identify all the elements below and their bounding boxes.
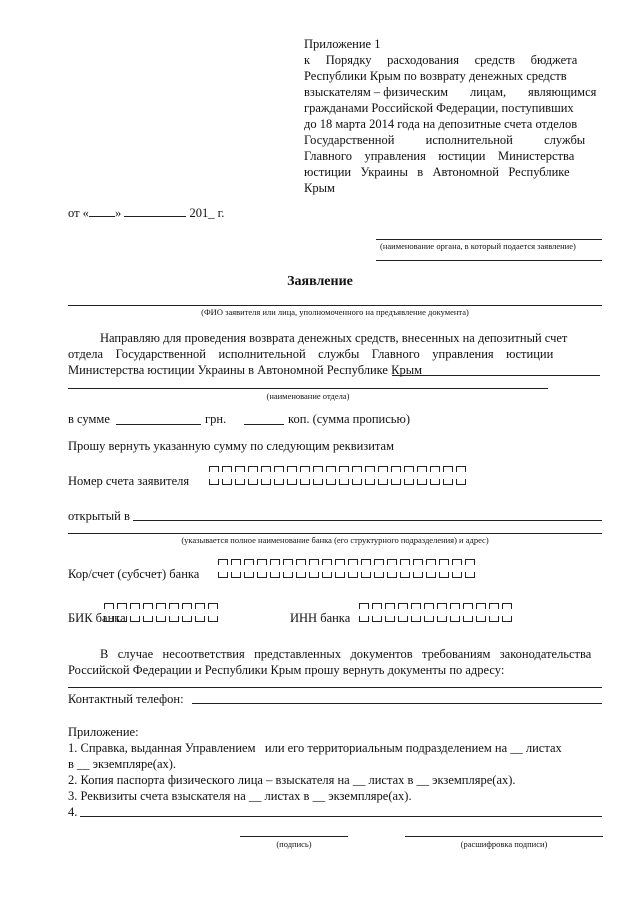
digit-box[interactable] <box>270 559 280 565</box>
digit-box[interactable] <box>322 572 332 578</box>
digit-box[interactable] <box>476 616 486 622</box>
attachment-4-line[interactable] <box>80 816 602 817</box>
digit-box[interactable] <box>130 603 140 609</box>
digit-box[interactable] <box>283 559 293 565</box>
attachment-4: 4. <box>68 805 78 819</box>
digit-box[interactable] <box>443 466 453 472</box>
appendix-line: гражданами Российской Федерации, поступивших <box>304 101 574 115</box>
date-mid: » <box>114 206 125 220</box>
fio-caption: (ФИО заявителя или лица, уполномоченного на предъявление документа) <box>201 307 469 317</box>
digit-box[interactable] <box>387 559 397 565</box>
digit-box[interactable] <box>313 479 323 485</box>
digit-box[interactable] <box>143 603 153 609</box>
corr-boxes[interactable] <box>218 559 475 578</box>
digit-box[interactable] <box>287 466 297 472</box>
sum-kop-field[interactable] <box>244 424 284 425</box>
signature-line[interactable] <box>240 836 348 837</box>
digit-box[interactable] <box>385 616 395 622</box>
digit-box[interactable] <box>417 479 427 485</box>
organ-caption: (наименование органа, в который подается заявление) <box>380 241 576 251</box>
digit-box[interactable] <box>248 466 258 472</box>
appendix-line: Крым <box>304 181 335 195</box>
decoding-caption: (расшифровка подписи) <box>460 839 548 849</box>
digit-box[interactable] <box>465 572 475 578</box>
digit-box[interactable] <box>287 479 297 485</box>
appendix-line: Главного управления юстиции Министерства <box>304 149 575 163</box>
attachments-title: Приложение: <box>68 725 139 739</box>
corr-label: Кор/счет (субсчет) банка <box>68 567 200 581</box>
mismatch-line-2: Российской Федерации и Республики Крым прошу вернуть документы по адресу: <box>68 663 505 677</box>
digit-box[interactable] <box>365 466 375 472</box>
digit-box[interactable] <box>476 603 486 609</box>
fio-line[interactable] <box>68 305 602 306</box>
digit-box[interactable] <box>387 572 397 578</box>
digit-box[interactable] <box>443 479 453 485</box>
digit-box[interactable] <box>169 603 179 609</box>
digit-box[interactable] <box>104 603 114 609</box>
digit-box[interactable] <box>209 479 219 485</box>
digit-box[interactable] <box>257 559 267 565</box>
digit-box[interactable] <box>182 616 192 622</box>
digit-box[interactable] <box>218 572 228 578</box>
dept-caption: (наименование отдела) <box>266 391 350 401</box>
digit-box[interactable] <box>450 603 460 609</box>
bik-boxes[interactable] <box>104 603 218 622</box>
dept-line[interactable] <box>68 388 548 389</box>
digit-box[interactable] <box>385 603 395 609</box>
digit-box[interactable] <box>283 572 293 578</box>
digit-box[interactable] <box>208 616 218 622</box>
appendix-title: Приложение 1 <box>304 37 381 51</box>
digit-box[interactable] <box>359 603 369 609</box>
digit-box[interactable] <box>326 466 336 472</box>
digit-box[interactable] <box>339 466 349 472</box>
digit-box[interactable] <box>361 559 371 565</box>
attachment-3: 3. Реквизиты счета взыскателя на __ листах в __ экземпляре(ах). <box>68 789 412 803</box>
digit-box[interactable] <box>452 559 462 565</box>
digit-box[interactable] <box>398 616 408 622</box>
sum-label: в сумме <box>68 412 110 426</box>
digit-box[interactable] <box>430 479 440 485</box>
digit-box[interactable] <box>222 466 232 472</box>
date-field[interactable] <box>68 205 224 221</box>
digit-box[interactable] <box>400 572 410 578</box>
digit-box[interactable] <box>348 572 358 578</box>
digit-box[interactable] <box>231 559 241 565</box>
organ-line-2[interactable] <box>376 260 602 261</box>
document-heading: Заявление <box>287 274 353 289</box>
digit-box[interactable] <box>335 572 345 578</box>
digit-box[interactable] <box>296 559 306 565</box>
digit-box[interactable] <box>489 616 499 622</box>
intro-line-2: отдела Государственной исполнительной службы Главного управления юстиции <box>68 347 554 361</box>
phone-label: Контактный телефон: <box>68 692 184 706</box>
digit-box[interactable] <box>372 603 382 609</box>
account-label: Номер счета заявителя <box>68 474 190 488</box>
digit-box[interactable] <box>452 572 462 578</box>
digit-box[interactable] <box>231 572 241 578</box>
digit-box[interactable] <box>439 559 449 565</box>
attachment-1a: 1. Справка, выданная Управлением или его территориальным подразделением на __ листах <box>68 741 562 755</box>
digit-box[interactable] <box>489 603 499 609</box>
digit-box[interactable] <box>502 603 512 609</box>
digit-box[interactable] <box>270 572 280 578</box>
attachment-1b: в __ экземпляре(ах). <box>68 757 177 771</box>
digit-box[interactable] <box>143 616 153 622</box>
digit-box[interactable] <box>502 616 512 622</box>
digit-box[interactable] <box>437 603 447 609</box>
sum-kop-label: коп. (сумма прописью) <box>288 412 410 426</box>
sum-uah-field[interactable] <box>116 424 201 425</box>
digit-box[interactable] <box>309 559 319 565</box>
intro-line-1: Направляю для проведения возврата денежных средств, внесенных на депозитный счет <box>100 331 568 345</box>
digit-box[interactable] <box>274 466 284 472</box>
digit-box[interactable] <box>322 559 332 565</box>
digit-box[interactable] <box>348 559 358 565</box>
digit-box[interactable] <box>117 603 127 609</box>
digit-box[interactable] <box>465 559 475 565</box>
digit-box[interactable] <box>391 466 401 472</box>
sum-uah-label: грн. <box>205 412 227 426</box>
appendix-line: взыскателям – физическим лицам, являющимся <box>304 85 597 99</box>
digit-box[interactable] <box>244 559 254 565</box>
appendix-text <box>304 52 598 196</box>
digit-box[interactable] <box>374 559 384 565</box>
digit-box[interactable] <box>235 479 245 485</box>
dept-line-end[interactable] <box>392 375 600 376</box>
mismatch-line-1: В случае несоответствия представленных документов требованиям законодательства <box>100 647 592 661</box>
opened-in-label: открытый в <box>68 509 130 523</box>
digit-box[interactable] <box>352 466 362 472</box>
digit-box[interactable] <box>456 479 466 485</box>
digit-box[interactable] <box>450 616 460 622</box>
decoding-line[interactable] <box>405 836 603 837</box>
digit-box[interactable] <box>156 603 166 609</box>
intro-line-3: Министерства юстиции Украины в Автономной Республике Крым <box>68 363 423 377</box>
digit-box[interactable] <box>378 479 388 485</box>
digit-box[interactable] <box>398 603 408 609</box>
digit-box[interactable] <box>104 616 114 622</box>
digit-box[interactable] <box>208 603 218 609</box>
bik-label: БИК банка <box>68 611 126 625</box>
digit-box[interactable] <box>430 466 440 472</box>
digit-box[interactable] <box>424 616 434 622</box>
digit-box[interactable] <box>156 616 166 622</box>
digit-box[interactable] <box>404 479 414 485</box>
inn-boxes[interactable] <box>359 603 512 622</box>
digit-box[interactable] <box>300 479 310 485</box>
appendix-line: Государственной исполнительной службы <box>304 133 586 147</box>
digit-box[interactable] <box>248 479 258 485</box>
digit-box[interactable] <box>374 572 384 578</box>
digit-box[interactable] <box>130 616 140 622</box>
digit-box[interactable] <box>372 616 382 622</box>
digit-box[interactable] <box>261 466 271 472</box>
digit-box[interactable] <box>439 572 449 578</box>
date-year: 201_ г. <box>186 206 225 220</box>
digit-box[interactable] <box>244 572 254 578</box>
digit-box[interactable] <box>326 479 336 485</box>
account-boxes[interactable] <box>209 466 466 485</box>
digit-box[interactable] <box>411 616 421 622</box>
digit-box[interactable] <box>365 479 375 485</box>
digit-box[interactable] <box>222 479 232 485</box>
phone-field[interactable] <box>192 703 602 704</box>
digit-box[interactable] <box>417 466 427 472</box>
digit-box[interactable] <box>195 603 205 609</box>
digit-box[interactable] <box>413 559 423 565</box>
inn-label: ИНН банка <box>290 611 351 625</box>
digit-box[interactable] <box>313 466 323 472</box>
appendix-line: Республики Крым по возврату денежных средств <box>304 69 567 83</box>
digit-box[interactable] <box>411 603 421 609</box>
digit-box[interactable] <box>391 479 401 485</box>
digit-box[interactable] <box>426 572 436 578</box>
digit-box[interactable] <box>424 603 434 609</box>
digit-box[interactable] <box>169 616 179 622</box>
digit-box[interactable] <box>404 466 414 472</box>
digit-box[interactable] <box>437 616 447 622</box>
digit-box[interactable] <box>352 479 362 485</box>
digit-box[interactable] <box>463 616 473 622</box>
digit-box[interactable] <box>309 572 319 578</box>
digit-box[interactable] <box>400 559 410 565</box>
digit-box[interactable] <box>182 603 192 609</box>
digit-box[interactable] <box>274 479 284 485</box>
bank-line-2[interactable] <box>68 533 602 534</box>
appendix-line: к Порядку расходования средств бюджета <box>304 53 578 67</box>
digit-box[interactable] <box>359 616 369 622</box>
digit-box[interactable] <box>456 466 466 472</box>
digit-box[interactable] <box>463 603 473 609</box>
digit-box[interactable] <box>296 572 306 578</box>
appendix-line: до 18 марта 2014 года на депозитные счета отделов <box>304 117 578 131</box>
digit-box[interactable] <box>218 559 228 565</box>
bank-caption: (указывается полное наименование банка (его структурного подразделения) и адрес) <box>181 535 489 545</box>
signature-caption: (подпись) <box>276 839 312 849</box>
digit-box[interactable] <box>426 559 436 565</box>
appendix-line: юстиции Украины в Автономной Республике <box>304 165 570 179</box>
digit-box[interactable] <box>235 466 245 472</box>
address-line[interactable] <box>68 687 602 688</box>
attachment-2: 2. Копия паспорта физического лица – взыскателя на __ листах в __ экземпляре(ах). <box>68 773 516 787</box>
digit-box[interactable] <box>195 616 205 622</box>
digit-box[interactable] <box>209 466 219 472</box>
digit-box[interactable] <box>339 479 349 485</box>
organ-line[interactable] <box>376 239 602 240</box>
digit-box[interactable] <box>413 572 423 578</box>
digit-box[interactable] <box>300 466 310 472</box>
digit-box[interactable] <box>257 572 267 578</box>
refund-request: Прошу вернуть указанную сумму по следующим реквизитам <box>68 439 395 453</box>
digit-box[interactable] <box>261 479 271 485</box>
bank-line[interactable] <box>133 520 602 521</box>
digit-box[interactable] <box>361 572 371 578</box>
digit-box[interactable] <box>335 559 345 565</box>
date-prefix: от « <box>68 206 89 220</box>
digit-box[interactable] <box>117 616 127 622</box>
digit-box[interactable] <box>378 466 388 472</box>
